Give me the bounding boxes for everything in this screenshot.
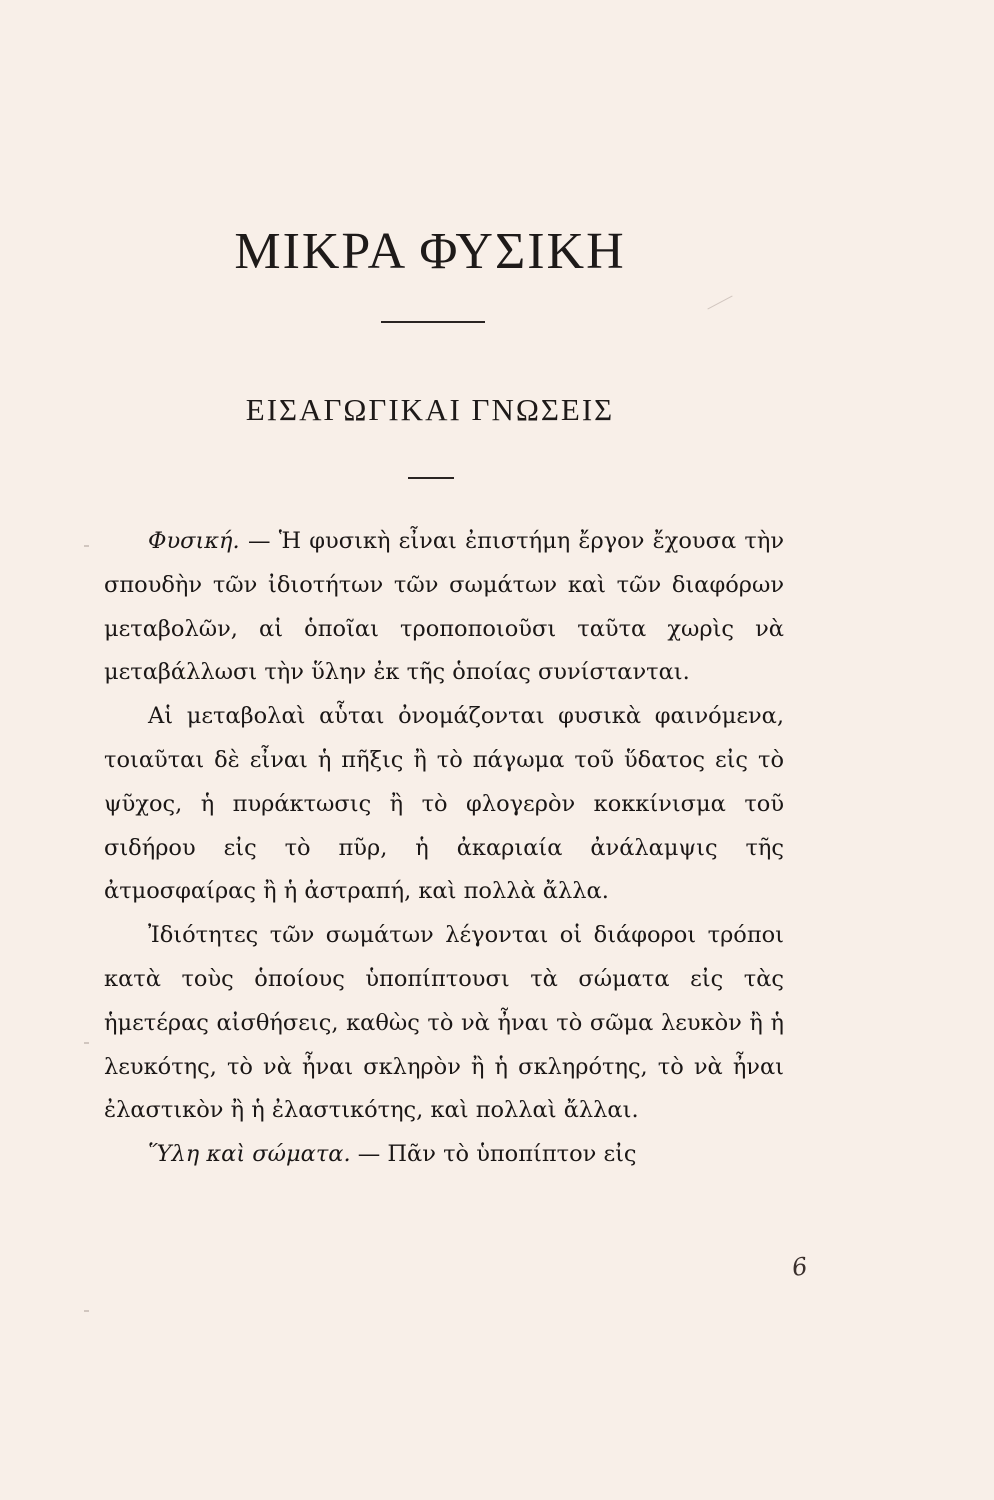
handwritten-margin-note: 6	[790, 1252, 810, 1282]
paragraph-text: — Ἡ φυσικὴ εἶναι ἐπιστήμη ἔργον ἔχουσα τὴν σπουδὴν τῶν ἰδιοτήτων τῶν σωμάτων καὶ τῶν διαφόρων μεταβολῶν, αἱ ὁποῖαι τροποποιοῦσι ταῦτα χωρὶς νὰ μεταβάλλωσι τὴν ὕλην ἐκ τῆς ὁποίας συνίστανται.	[104, 528, 784, 686]
section-divider	[408, 477, 454, 479]
margin-dash	[84, 545, 89, 547]
paragraph-text: Ἰδιότητες τῶν σωμάτων λέγονται οἱ διάφοροι τρόποι κατὰ τοὺς ὁποίους ὑποπίπτουσι τὰ σώματα εἰς τὰς ἡμετέρας αἰσθήσεις, καθὼς τὸ νὰ ἦναι τὸ σῶμα λευκὸν ἢ ἡ λευκότης, τὸ νὰ ἦναι σκληρὸν ἢ ἡ σκληρότης, τὸ νὰ ἦναι ἐλαστικὸν ἢ ἡ ἐλαστικότης, καὶ πολλαὶ ἄλλαι.	[104, 922, 784, 1124]
paragraph-text: Αἱ μεταβολαὶ αὗται ὀνομάζονται φυσικὰ φαινόμενα, τοιαῦται δὲ εἶναι ἡ πῆξις ἢ τὸ πάγωμα τοῦ ὕδατος εἰς τὸ ψῦχος, ἡ πυράκτωσις ἢ τὸ φλογερὸν κοκκίνισμα τοῦ σιδήρου εἰς τὸ πῦρ, ἡ ἀκαριαία ἀνάλαμψις τῆς ἀτμοσφαίρας ἢ ἡ ἀστραπή, καὶ πολλὰ ἄλλα.	[104, 703, 784, 905]
paragraph-properties	[104, 914, 784, 1133]
margin-dash	[84, 1042, 89, 1044]
body-text	[104, 520, 784, 1177]
paragraph-phenomena	[104, 695, 784, 914]
paragraph-lead: Φυσική.	[148, 528, 240, 554]
paragraph-lead: Ὕλη καὶ σώματα.	[148, 1141, 351, 1168]
paragraph-matter	[104, 1133, 784, 1177]
paragraph-physics	[104, 520, 784, 695]
page-title: ΜΙΚΡΑ ΦΥΣΙΚΗ	[234, 223, 626, 280]
section-title: ΕΙΣΑΓΩΓΙΚΑΙ ΓΝΩΣΕΙΣ	[245, 392, 615, 427]
margin-dash	[84, 1310, 89, 1312]
pencil-mark	[707, 295, 732, 309]
paragraph-text: — Πᾶν τὸ ὑποπίπτον εἰς	[350, 1141, 637, 1168]
title-divider	[381, 321, 485, 323]
